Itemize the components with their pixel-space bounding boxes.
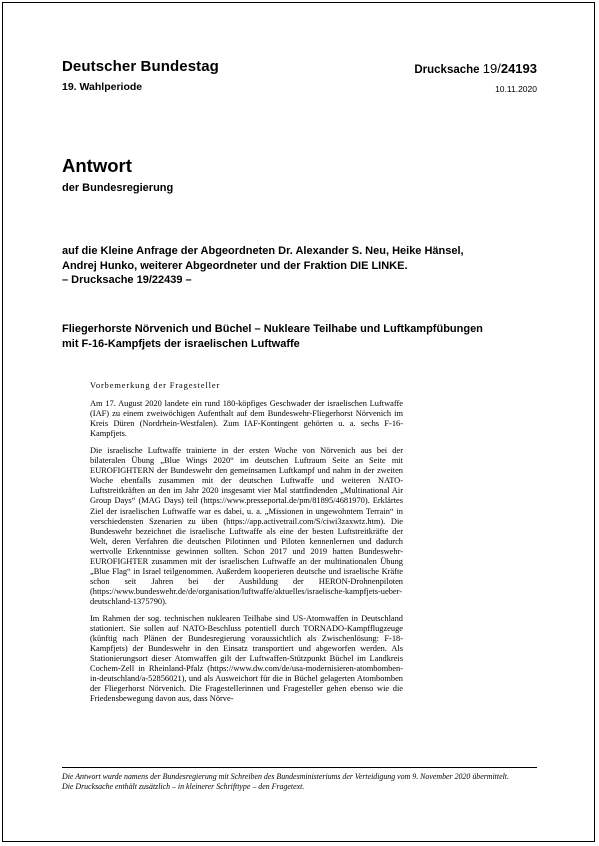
preliminary-remarks bbox=[90, 381, 403, 711]
header-right bbox=[414, 61, 537, 94]
topic-heading bbox=[62, 322, 552, 351]
doc-date: 10.11.2020 bbox=[495, 84, 537, 94]
doc-label: Drucksache bbox=[414, 64, 480, 76]
paragraph: Am 17. August 2020 landete ein rund 180-köpfiges Geschwader der israelischen Luftwaffe (IAF) zu einem zweiwöchigen Aufenthalt auf dem Bundeswehr-Fliegerhorst Nörvenich im Kreis Düren (Nordrhein-Westfalen). Zum IAF-Kontingent gehörten u. a. sechs F-16-Kampfjets. bbox=[90, 399, 403, 439]
inquiry-reference: – Drucksache 19/22439 – bbox=[62, 274, 192, 286]
footer-note: Die Antwort wurde namens der Bundesregierung mit Schreiben des Bundesministeriums der Verteidigung vom 9. November 2020 übermittelt. bbox=[62, 772, 509, 781]
footer-notes bbox=[62, 772, 542, 792]
inquiry-block bbox=[62, 244, 542, 288]
paragraph: Die israelische Luftwaffe trainierte in der ersten Woche von Nörvenich aus bei der bilateralen Übung „Blue Wings 2020“ im deutschen Luftraum Seite an Seite mit EUROFIGHTERN der Bundeswehr den gemeinsamen Luftkampf und nahm in der zweiten Woche ebenfalls zusammen mit der deutschen Luftwaffe und weiteren NATO-Luftstreitkräften an den im Jahr 2020 insgesamt vier Mal stattfindenden „Multinational Air Group Days“ (MAG Days) teil (https://www.presseportal.de/pm/81895/4681970). Erklärtes Ziel der israelischen Luftwaffe war es dabei, u. a. „Missionen in ungewohntem Terrain“ in verschiedensten Szenarien zu üben (https://app.activetrail.com/S/ciwi3zaxwtz.htm). Die Bundeswehr bezeichnet die israelische Luftwaffe als eine der besten Luftstreitkräfte der Welt, deren Verfahren die deutschen Pilotinnen und Piloten kennenlernen und dadurch wertvolle Erkenntnisse gewinnen sollten. Schon 2017 und 2019 hatten Bundeswehr-EUROFIGHTER zusammen mit der israelischen Luftwaffe an der multinationalen Übung „Blue Flag“ in Israel teilgenommen. Außerdem kooperieren deutsche und israelische Kräfte schon seit Jahren bei der Ausbildung der HERON-Drohnenpiloten (https://www.bundeswehr.de/de/organisation/luftwaffe/aktuelles/israelische-kampfjets-ueber-deutschland-1375790). bbox=[90, 446, 403, 606]
footer-divider bbox=[62, 767, 537, 768]
legislative-period: 19. Wahlperiode bbox=[62, 81, 143, 93]
doc-reference bbox=[414, 61, 537, 76]
doc-number: 24193 bbox=[500, 61, 537, 76]
org-name: Deutscher Bundestag bbox=[62, 58, 219, 75]
doc-title: Antwort bbox=[62, 155, 132, 176]
topic-line: mit F-16-Kampfjets der israelischen Luftwaffe bbox=[62, 337, 300, 350]
footer-note: Die Drucksache enthält zusätzlich – in kleinerer Schrifttype – den Fragetext. bbox=[62, 782, 305, 791]
inquiry-line: auf die Kleine Anfrage der Abgeordneten Dr. Alexander S. Neu, Heike Hänsel, bbox=[62, 245, 464, 257]
doc-subtitle: der Bundesregierung bbox=[62, 182, 174, 194]
doc-number-prefix: 19/ bbox=[482, 61, 501, 76]
paragraph: Im Rahmen der sog. technischen nuklearen Teilhabe sind US-Atomwaffen in Deutschland stationiert. Sie sollen auf NATO-Beschluss potentiell durch TORNADO-Kampfflugzeuge (künftig nach Plänen der Bundesregierung voraussichtlich als Zwischenlösung: F-18-Kampfjets) der Bundeswehr in den Einsatz transportiert und abgeworfen werden. Als Stationierungsort dieser Atomwaffen gilt der Luftwaffen-Stützpunkt Büchel im Landkreis Cochem-Zell in Rheinland-Pfalz (https://www.dw.com/de/usa-modernisieren-atombomben-in-deutschland/a-52856021), und als Ausweichort für die in Büchel gelagerten Atombomben der Fliegerhorst Nörvenich. Die Fragestellerinnen und Fragesteller gehen ebenso wie die Friedensbewegung davon aus, dass Nörve- bbox=[90, 613, 403, 704]
preliminary-heading: Vorbemerkung der Fragesteller bbox=[90, 381, 221, 390]
header-left bbox=[62, 58, 219, 93]
topic-line: Fliegerhorste Nörvenich und Büchel – Nukleare Teilhabe und Luftkampfübungen bbox=[62, 323, 483, 335]
inquiry-line: Andrej Hunko, weiterer Abgeordneter und der Fraktion DIE LINKE. bbox=[62, 259, 408, 272]
